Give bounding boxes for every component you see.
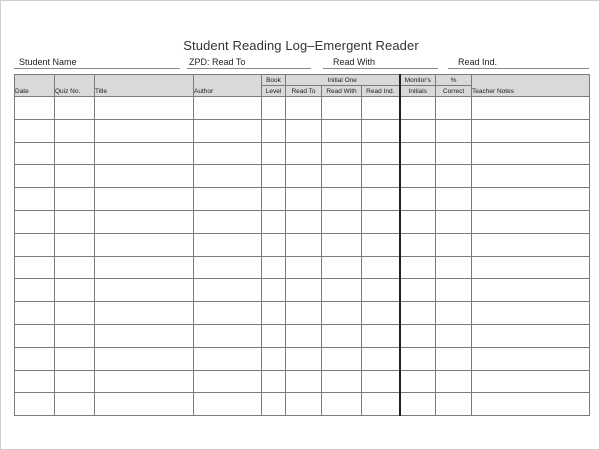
teacher-notes-cell[interactable] (472, 188, 590, 211)
read-to-cell[interactable] (286, 97, 322, 120)
book-level-cell[interactable] (262, 119, 286, 142)
quiz-no-cell[interactable] (55, 347, 95, 370)
read-to-cell[interactable] (286, 302, 322, 325)
date-cell[interactable] (15, 279, 55, 302)
teacher-notes-cell[interactable] (472, 370, 590, 393)
author-cell[interactable] (194, 279, 262, 302)
header-percent-top: % (436, 75, 472, 86)
date-cell[interactable] (15, 210, 55, 233)
header-book-level-top: Book (262, 75, 286, 86)
quiz-no-cell[interactable] (55, 97, 95, 120)
header-monitors-bottom: Initials (400, 86, 436, 97)
log-row (15, 256, 590, 279)
teacher-notes-cell[interactable] (472, 302, 590, 325)
title-cell[interactable] (95, 279, 194, 302)
monitors-initials-cell[interactable] (400, 97, 436, 120)
title-cell[interactable] (95, 302, 194, 325)
date-cell[interactable] (15, 97, 55, 120)
read-with-cell[interactable] (322, 188, 362, 211)
read-ind-cell[interactable] (362, 393, 400, 416)
log-row (15, 370, 590, 393)
percent-correct-cell[interactable] (436, 324, 472, 347)
quiz-no-cell[interactable] (55, 119, 95, 142)
student-name-line (14, 68, 180, 69)
read-ind-cell[interactable] (362, 119, 400, 142)
quiz-no-cell[interactable] (55, 256, 95, 279)
author-cell[interactable] (194, 97, 262, 120)
log-row (15, 97, 590, 120)
read-with-cell[interactable] (322, 233, 362, 256)
teacher-notes-cell[interactable] (472, 347, 590, 370)
header-percent-bottom: Correct (436, 86, 472, 97)
teacher-notes-cell[interactable] (472, 233, 590, 256)
zpd-read-to-label: ZPD: Read To (189, 57, 246, 67)
percent-correct-cell[interactable] (436, 393, 472, 416)
percent-correct-cell[interactable] (436, 188, 472, 211)
book-level-cell[interactable] (262, 279, 286, 302)
read-with-cell[interactable] (322, 393, 362, 416)
teacher-notes-cell[interactable] (472, 97, 590, 120)
author-cell[interactable] (194, 347, 262, 370)
monitors-initials-cell[interactable] (400, 393, 436, 416)
read-to-cell[interactable] (286, 165, 322, 188)
read-to-cell[interactable] (286, 279, 322, 302)
title-cell[interactable] (95, 256, 194, 279)
book-level-cell[interactable] (262, 142, 286, 165)
read-with-cell[interactable] (322, 165, 362, 188)
author-cell[interactable] (194, 370, 262, 393)
header-date: Date (15, 75, 55, 97)
read-with-cell[interactable] (322, 210, 362, 233)
title-cell[interactable] (95, 393, 194, 416)
quiz-no-cell[interactable] (55, 393, 95, 416)
header-author: Author (194, 75, 262, 97)
title-cell[interactable] (95, 97, 194, 120)
author-cell[interactable] (194, 165, 262, 188)
log-row (15, 233, 590, 256)
quiz-no-cell[interactable] (55, 279, 95, 302)
book-level-cell[interactable] (262, 370, 286, 393)
percent-correct-cell[interactable] (436, 347, 472, 370)
monitors-initials-cell[interactable] (400, 165, 436, 188)
title-cell[interactable] (95, 324, 194, 347)
quiz-no-cell[interactable] (55, 210, 95, 233)
read-to-cell[interactable] (286, 347, 322, 370)
read-ind-cell[interactable] (362, 142, 400, 165)
author-cell[interactable] (194, 142, 262, 165)
teacher-notes-cell[interactable] (472, 324, 590, 347)
reading-log-body (15, 97, 590, 416)
log-row (15, 142, 590, 165)
book-level-cell[interactable] (262, 302, 286, 325)
date-cell[interactable] (15, 347, 55, 370)
book-level-cell[interactable] (262, 97, 286, 120)
read-with-cell[interactable] (322, 302, 362, 325)
monitors-initials-cell[interactable] (400, 119, 436, 142)
book-level-cell[interactable] (262, 233, 286, 256)
quiz-no-cell[interactable] (55, 370, 95, 393)
percent-correct-cell[interactable] (436, 302, 472, 325)
percent-correct-cell[interactable] (436, 165, 472, 188)
monitors-initials-cell[interactable] (400, 324, 436, 347)
percent-correct-cell[interactable] (436, 97, 472, 120)
header-read-with: Read With (322, 86, 362, 97)
monitors-initials-cell[interactable] (400, 347, 436, 370)
log-row (15, 119, 590, 142)
read-with-cell[interactable] (322, 279, 362, 302)
percent-correct-cell[interactable] (436, 210, 472, 233)
read-ind-cell[interactable] (362, 210, 400, 233)
read-ind-cell[interactable] (362, 370, 400, 393)
header-teacher-notes: Teacher Notes (472, 75, 590, 97)
read-with-label: Read With (333, 57, 376, 67)
read-to-cell[interactable] (286, 119, 322, 142)
date-cell[interactable] (15, 142, 55, 165)
read-ind-cell[interactable] (362, 256, 400, 279)
date-cell[interactable] (15, 119, 55, 142)
date-cell[interactable] (15, 233, 55, 256)
monitors-initials-cell[interactable] (400, 188, 436, 211)
page-title: Student Reading Log–Emergent Reader (183, 38, 419, 53)
percent-correct-cell[interactable] (436, 370, 472, 393)
title-cell[interactable] (95, 370, 194, 393)
title-cell[interactable] (95, 347, 194, 370)
header-title: Title (95, 75, 194, 97)
read-ind-cell[interactable] (362, 97, 400, 120)
monitors-initials-cell[interactable] (400, 256, 436, 279)
title-cell[interactable] (95, 210, 194, 233)
monitors-initials-cell[interactable] (400, 210, 436, 233)
book-level-cell[interactable] (262, 210, 286, 233)
author-cell[interactable] (194, 393, 262, 416)
read-to-cell[interactable] (286, 256, 322, 279)
log-row (15, 393, 590, 416)
percent-correct-cell[interactable] (436, 279, 472, 302)
teacher-notes-cell[interactable] (472, 119, 590, 142)
percent-correct-cell[interactable] (436, 142, 472, 165)
quiz-no-cell[interactable] (55, 165, 95, 188)
date-cell[interactable] (15, 370, 55, 393)
read-ind-cell[interactable] (362, 347, 400, 370)
read-with-line (323, 68, 438, 69)
read-to-cell[interactable] (286, 393, 322, 416)
title-cell[interactable] (95, 165, 194, 188)
read-with-cell[interactable] (322, 119, 362, 142)
book-level-cell[interactable] (262, 393, 286, 416)
monitors-initials-cell[interactable] (400, 302, 436, 325)
read-to-cell[interactable] (286, 188, 322, 211)
log-row (15, 165, 590, 188)
header-read-to: Read To (286, 86, 322, 97)
title-cell[interactable] (95, 233, 194, 256)
monitors-initials-cell[interactable] (400, 279, 436, 302)
teacher-notes-cell[interactable] (472, 210, 590, 233)
percent-correct-cell[interactable] (436, 256, 472, 279)
quiz-no-cell[interactable] (55, 302, 95, 325)
read-to-cell[interactable] (286, 233, 322, 256)
quiz-no-cell[interactable] (55, 142, 95, 165)
author-cell[interactable] (194, 119, 262, 142)
read-to-cell[interactable] (286, 324, 322, 347)
date-cell[interactable] (15, 393, 55, 416)
title-cell[interactable] (95, 188, 194, 211)
date-cell[interactable] (15, 324, 55, 347)
date-cell[interactable] (15, 302, 55, 325)
read-ind-label: Read Ind. (458, 57, 498, 67)
book-level-cell[interactable] (262, 256, 286, 279)
book-level-cell[interactable] (262, 165, 286, 188)
read-ind-cell[interactable] (362, 279, 400, 302)
read-with-cell[interactable] (322, 324, 362, 347)
read-with-cell[interactable] (322, 256, 362, 279)
book-level-cell[interactable] (262, 347, 286, 370)
monitors-initials-cell[interactable] (400, 142, 436, 165)
teacher-notes-cell[interactable] (472, 279, 590, 302)
header-book-level-bottom: Level (262, 86, 286, 97)
monitors-initials-cell[interactable] (400, 370, 436, 393)
title-cell[interactable] (95, 142, 194, 165)
date-cell[interactable] (15, 256, 55, 279)
teacher-notes-cell[interactable] (472, 142, 590, 165)
log-row (15, 188, 590, 211)
author-cell[interactable] (194, 256, 262, 279)
author-cell[interactable] (194, 188, 262, 211)
read-with-cell[interactable] (322, 370, 362, 393)
quiz-no-cell[interactable] (55, 324, 95, 347)
monitors-initials-cell[interactable] (400, 233, 436, 256)
read-to-cell[interactable] (286, 142, 322, 165)
author-cell[interactable] (194, 210, 262, 233)
header-initial-one: Initial One (286, 75, 400, 86)
book-level-cell[interactable] (262, 188, 286, 211)
read-ind-cell[interactable] (362, 302, 400, 325)
teacher-notes-cell[interactable] (472, 256, 590, 279)
read-ind-cell[interactable] (362, 324, 400, 347)
header-quiz-no: Quiz No. (55, 75, 95, 97)
read-with-cell[interactable] (322, 97, 362, 120)
log-row (15, 210, 590, 233)
read-to-cell[interactable] (286, 210, 322, 233)
log-row (15, 347, 590, 370)
read-with-cell[interactable] (322, 142, 362, 165)
header-monitors-top: Monitor's (400, 75, 436, 86)
quiz-no-cell[interactable] (55, 188, 95, 211)
title-cell[interactable] (95, 119, 194, 142)
date-cell[interactable] (15, 165, 55, 188)
log-row (15, 324, 590, 347)
log-row (15, 302, 590, 325)
teacher-notes-cell[interactable] (472, 393, 590, 416)
read-ind-cell[interactable] (362, 188, 400, 211)
percent-correct-cell[interactable] (436, 119, 472, 142)
percent-correct-cell[interactable] (436, 233, 472, 256)
author-cell[interactable] (194, 233, 262, 256)
reading-log-table (14, 74, 590, 416)
quiz-no-cell[interactable] (55, 233, 95, 256)
author-cell[interactable] (194, 302, 262, 325)
read-ind-line (448, 68, 589, 69)
read-ind-cell[interactable] (362, 233, 400, 256)
author-cell[interactable] (194, 324, 262, 347)
read-ind-cell[interactable] (362, 165, 400, 188)
date-cell[interactable] (15, 188, 55, 211)
zpd-read-to-line (187, 68, 311, 69)
student-name-label: Student Name (19, 57, 77, 67)
read-with-cell[interactable] (322, 347, 362, 370)
log-row (15, 279, 590, 302)
book-level-cell[interactable] (262, 324, 286, 347)
teacher-notes-cell[interactable] (472, 165, 590, 188)
header-read-ind: Read Ind. (362, 86, 400, 97)
read-to-cell[interactable] (286, 370, 322, 393)
